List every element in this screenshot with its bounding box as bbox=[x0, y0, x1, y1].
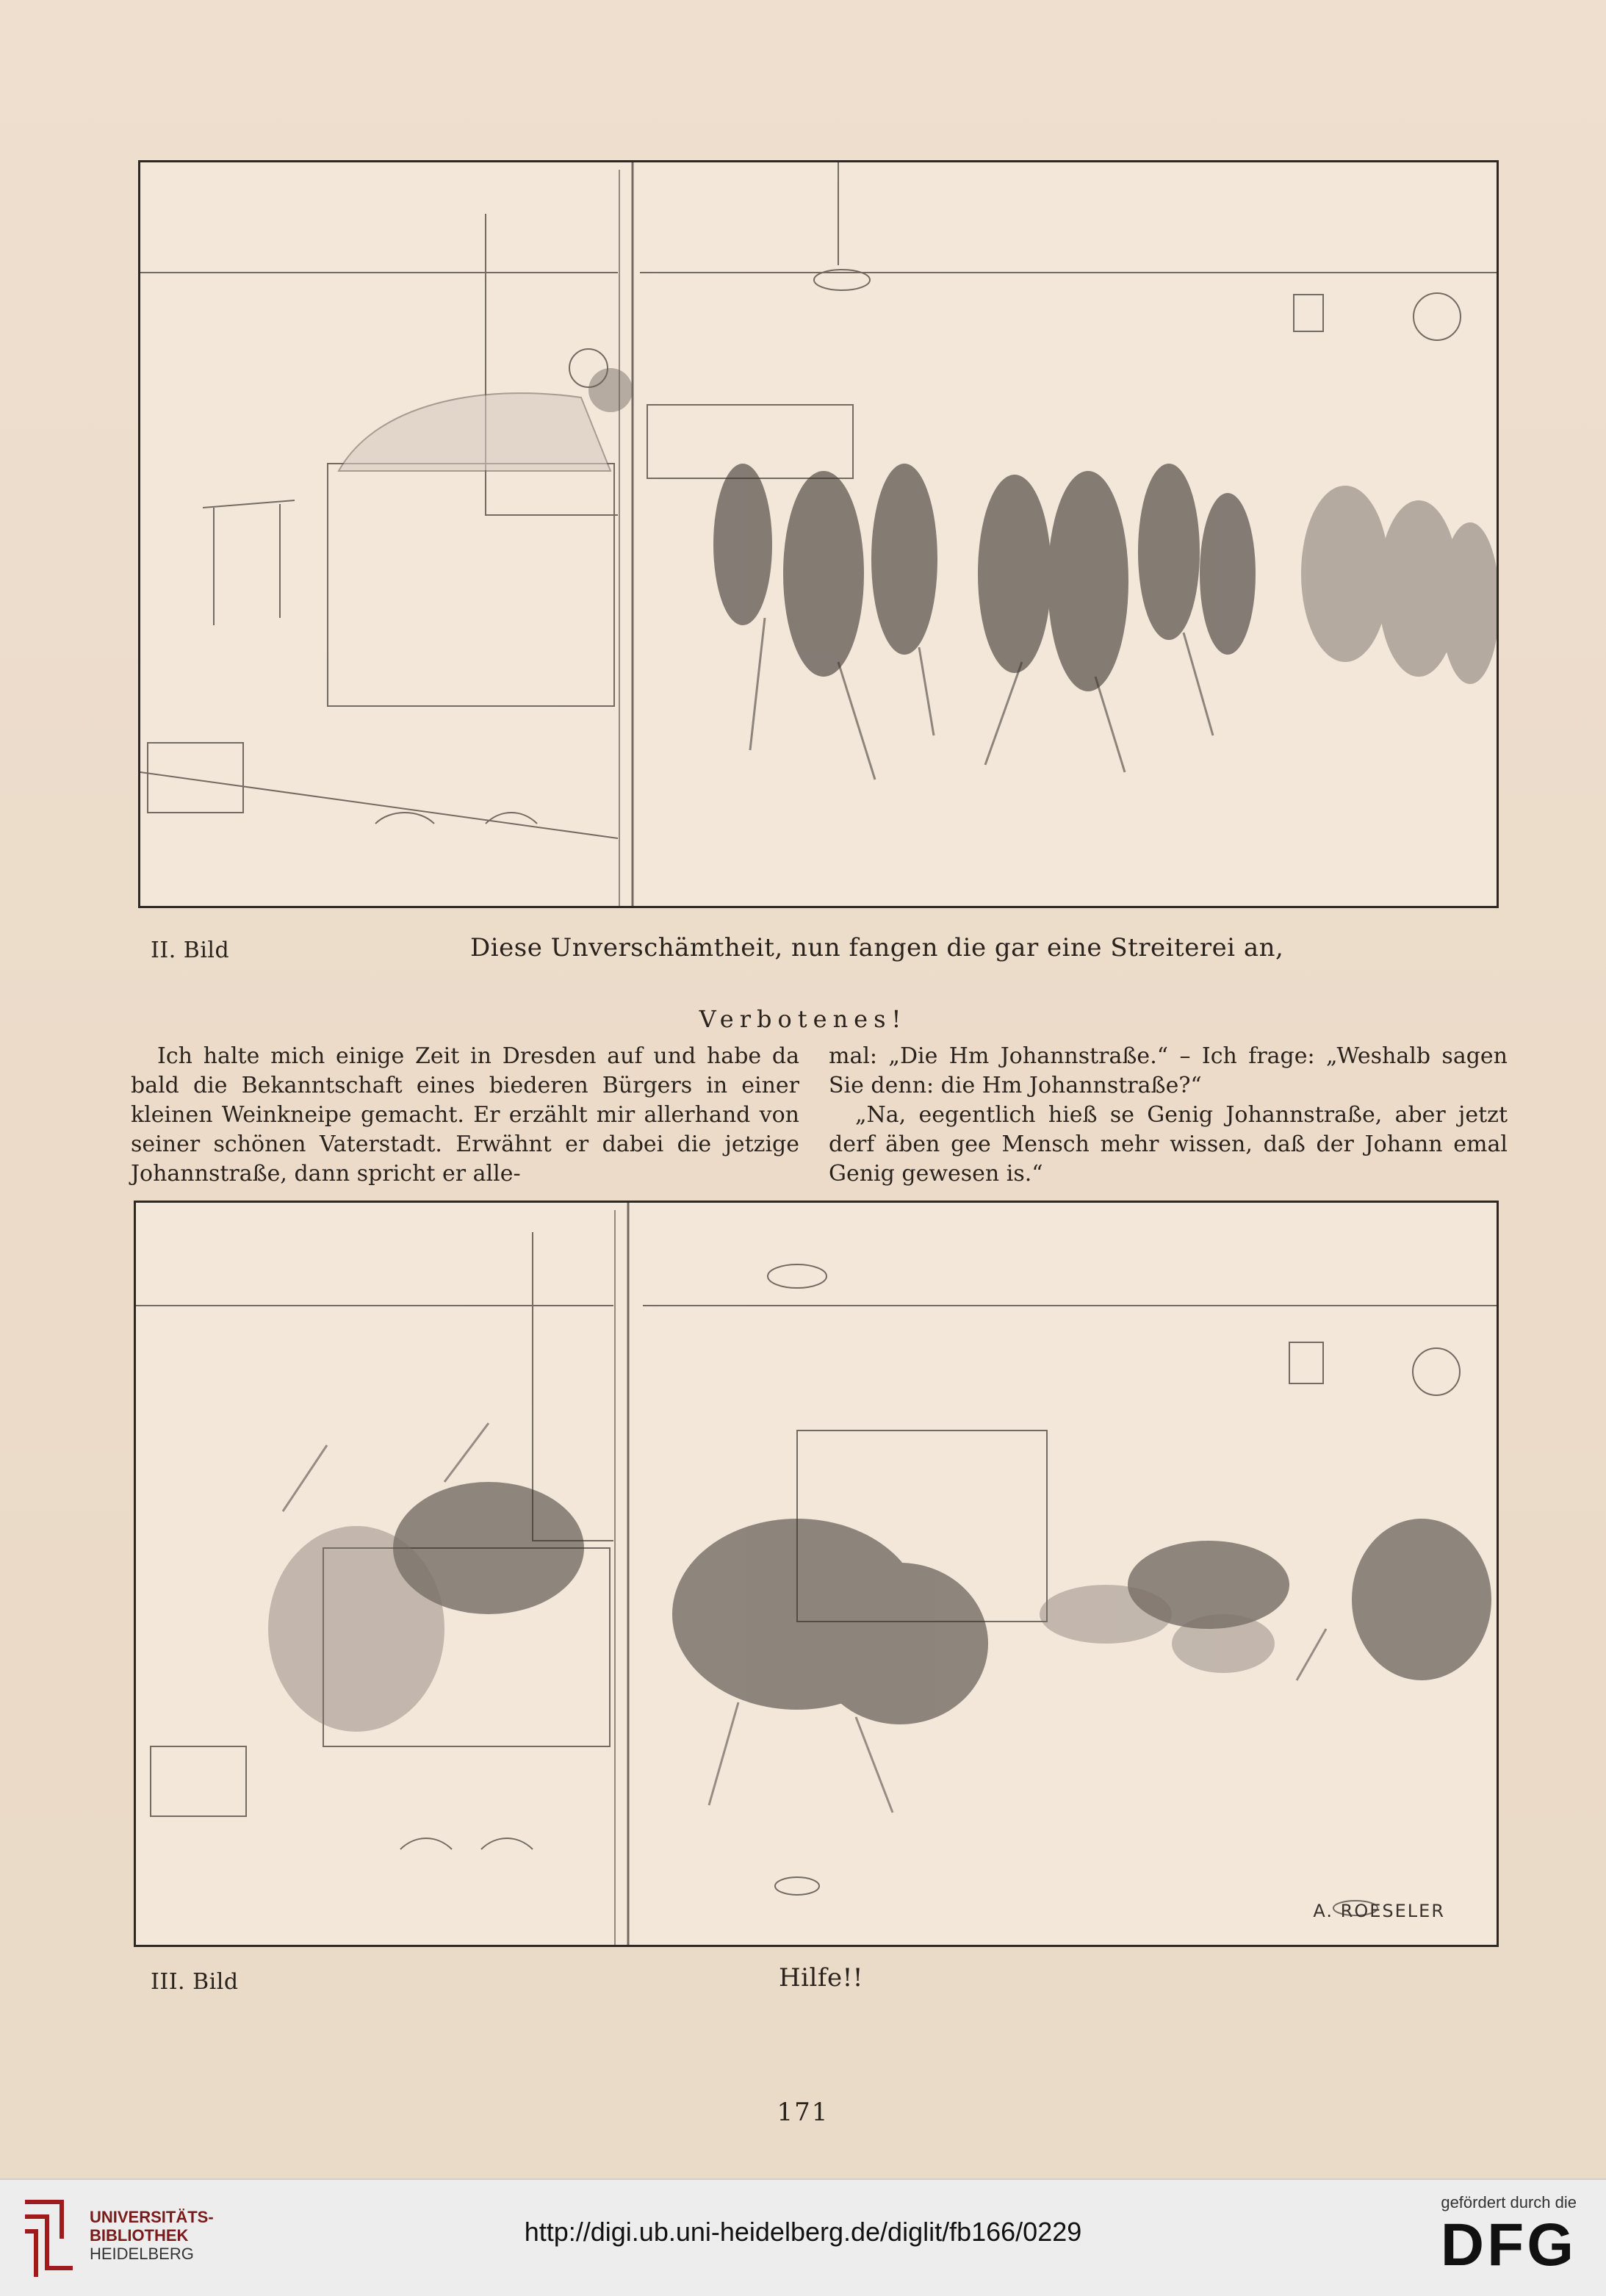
article-heading: Verbotenes! bbox=[699, 1005, 907, 1033]
funder-label: gefördert durch die bbox=[1441, 2193, 1577, 2212]
funder-block[interactable] bbox=[1400, 2193, 1577, 2278]
page-number: 171 bbox=[777, 2098, 829, 2127]
footer-bar bbox=[0, 2178, 1606, 2296]
caption-top: Diese Unverschämtheit, nun fangen die gar eine Streiterei an, bbox=[470, 933, 1284, 962]
artist-signature: A. ROESELER bbox=[1313, 1901, 1445, 1921]
panel-label-top: II. Bild bbox=[151, 938, 230, 963]
library-name-line-2: BIBLIOTHEK bbox=[90, 2226, 189, 2245]
article-paragraph-1: Ich halte mich einige Zeit in Dresden auf und habe da bald die Bekanntschaft eines biederen Bürgers in einer kleinen Weinkneipe gemacht. Er erzählt mir allerhand von seiner schönen Vaterstadt. Erwähnt er dabei die jetzige Johannstraße, dann spricht er alle- bbox=[131, 1043, 799, 1187]
sketch-quarrel-scene bbox=[140, 162, 1497, 906]
article-paragraph-2: mal: „Die Hm Johannstraße.“ – Ich frage: „Weshalb sagen Sie denn: die Hm Johannstraße?“ bbox=[829, 1043, 1508, 1098]
sketch-brawl-scene bbox=[136, 1203, 1497, 1945]
caption-bottom: Hilfe!! bbox=[779, 1963, 863, 1993]
dfg-logo: DFG bbox=[1440, 2212, 1577, 2278]
article-left-column bbox=[131, 1042, 799, 1189]
article-paragraph-3: „Na, eegentlich hieß se Genig Johannstraße, aber jetzt derf äben gee Mensch mehr wissen, daß der Johann emal Genig gewesen is.“ bbox=[829, 1102, 1508, 1187]
illustration-panel-top bbox=[138, 160, 1499, 908]
panel-label-bottom: III. Bild bbox=[151, 1969, 239, 1995]
library-name-line-3: HEIDELBERG bbox=[90, 2245, 194, 2263]
library-name-line-1: UNIVERSITÄTS- bbox=[90, 2208, 214, 2226]
article-right-column bbox=[829, 1042, 1508, 1189]
permalink-url[interactable]: http://digi.ub.uni-heidelberg.de/diglit/fb166/0229 bbox=[524, 2217, 1082, 2247]
illustration-panel-bottom bbox=[134, 1201, 1499, 1947]
